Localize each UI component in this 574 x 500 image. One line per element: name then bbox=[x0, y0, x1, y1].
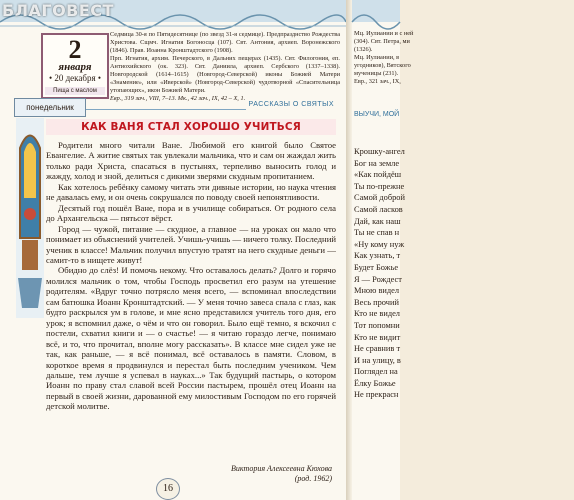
story-paragraph: Как хотелось ребёнку самому читать эти дивные истории, но наука чтения не давалась ему, и он очень сокрушался по поводу своей непонятливости. bbox=[46, 181, 336, 203]
poem-line: Тот попомни bbox=[354, 320, 400, 330]
date-month: января bbox=[58, 61, 92, 73]
poem-line: Не сравнив т bbox=[354, 344, 401, 354]
page-number: 16 bbox=[156, 478, 180, 500]
story-body bbox=[46, 140, 336, 412]
calendar-date bbox=[41, 33, 109, 99]
saints-text: Седмица 30-я по Пятидесятнице (по звезд 31-я седмице). Предпразднство Рождества Христова. Сщмч. Игнатия Богоносца (107). Свт. Антония, архиеп. Воронежского (1846). Прав. Иоанна Кронштадтского (1908). bbox=[110, 31, 340, 54]
story-title: КАК ВАНЯ СТАЛ ХОРОШО УЧИТЬСЯ bbox=[46, 119, 336, 135]
date-old-style: • 20 декабря • bbox=[48, 73, 102, 83]
story-paragraph: Десятый год пошёл Ване, пора и в училище собираться. От родного села до Архангельска — пятьсот вёрст. bbox=[46, 202, 336, 224]
day-header bbox=[14, 98, 334, 116]
poem-line: Как узнать, т bbox=[354, 251, 401, 261]
poem-line: Бог на земле bbox=[354, 158, 400, 168]
author-name: Виктория Алексеевна Кюхова bbox=[231, 464, 332, 473]
fasting-note: Пища с маслом bbox=[45, 87, 105, 95]
poem-line: Я — Рождест bbox=[354, 274, 402, 284]
poem-line: Дай, как наш bbox=[354, 216, 401, 226]
story-paragraph: Обидно до слёз! И помочь некому. Что оставалось делать? Долго и горячо молился мальчик о том, чтобы Господь просветил его разум на утешение родителям. «Вдруг точно потрясло меня всего, — вспоминал впоследствии сам батюшка Иоанн Кронштадтский. — У меня точно завеса спала с глаз, как будто раскрылся ум в голове, и мне ясно представился учитель того дня, его урок; я вспомнил даже, о чём и что он говорил. Было ещё темно, я вскочил с постели, схватил книги и — о счастье! — я читаю гораздо легче, понимаю всё, и то, что прочитал, вполне могу рассказать». В классе мне сидел уже не так, как раньше, — я всё понимал, всё оставалось в памяти. Словом, в короткое время я продвинулся и перестал быть последним учеником. Чем дальше, тем лучше я успевал в науках...» Так будущий пастырь, о котором Иоанн по праву стал славой всей России пастырем, прошёл отец Иоанн на первый в своей жизни, дарованной ему милостивым Господом по его горячей детской молитве. bbox=[46, 265, 336, 412]
right-page-saints bbox=[354, 30, 554, 86]
right-page-line: (1326). bbox=[354, 46, 373, 53]
story-paragraph: Родители много читали Ване. Любимой его книгой было Святое Евангелие. А житие святых так увлекали мальчика, что и сам он жаждал жить только ради Христа, спасаться в пустынях, терпеливо выносить голод и жажду, холод и зной, делиться с дикими зверями скудным пропитанием. bbox=[46, 140, 336, 182]
poem-line: Будет Божье bbox=[354, 262, 399, 272]
author-signature bbox=[231, 464, 332, 484]
poem-line: Самой ласков bbox=[354, 204, 403, 214]
right-page-line: угодников), Вятского bbox=[354, 62, 411, 69]
poem-line: Поглядел на bbox=[354, 367, 398, 377]
poem-line: Ёлку Божье bbox=[354, 378, 396, 388]
poem-line: Самой доброй bbox=[354, 193, 405, 203]
poem bbox=[354, 146, 574, 401]
poem-line: «Ну кому нуж bbox=[354, 239, 405, 249]
weekday-label: понедельник bbox=[14, 98, 86, 117]
right-page-line: (304). Свт. Петра, ми bbox=[354, 38, 410, 45]
church-window-ornament-icon bbox=[10, 118, 50, 318]
saints-of-the-day bbox=[110, 31, 340, 103]
poem-line: И на улицу, в bbox=[354, 355, 401, 365]
header-divider bbox=[86, 109, 246, 110]
section-label: РАССКАЗЫ О СВЯТЫХ bbox=[248, 101, 334, 108]
poem-line: Ты не спав н bbox=[354, 228, 400, 238]
right-page-line: мученицы (231). bbox=[354, 70, 399, 77]
poem-line: «Как пойдёш bbox=[354, 170, 402, 180]
right-page-section: ВЫУЧИ, МОЙ bbox=[354, 111, 400, 118]
date-day: 2 bbox=[68, 35, 82, 64]
poem-line: Кто не видел bbox=[354, 309, 400, 319]
poem-line: Не прекрасн bbox=[354, 390, 399, 400]
poem-line: Кто не видит bbox=[354, 332, 401, 342]
right-page bbox=[352, 0, 414, 500]
story-paragraph: Город — чужой, питание — скудное, а главное — на уроках он мало что понимает из объяснений учителей. Учишь-учишь — ничего толку. Последний ученик в классе! Мальчик получил впустую тратят на него скудные деньги — самит-то в нищете живут! bbox=[46, 223, 336, 265]
poem-line: Мною видел bbox=[354, 286, 400, 296]
poem-line: Крошку-ангел bbox=[354, 147, 405, 156]
poem-line: Весь прочий bbox=[354, 297, 399, 307]
right-page-line: Мц. Иулиании, в bbox=[354, 54, 400, 61]
top-ornament bbox=[352, 0, 400, 30]
readings: Евр., 319 зач., VIII, 7–13. Мк., 42 зач., IX, 42 – X, 1. bbox=[110, 95, 246, 102]
right-page-line: Мц. Иулиании и с ней bbox=[354, 30, 414, 37]
saints-text: Прп. Игнатия, архим. Печерского, в Дальних пещерах (1435). Свт. Филогония, еп. Антиохийского (ок. 323). Свт. Даниила, архиеп. Сербского (1337–1338). Новгородской (1614–1615) (Новгород-Северской) иконы Божией Матери «Знамение», или «Иверской» (Новгород-Северской) чудотворной «Спасительница утопающих», икон Божией Матери. bbox=[110, 55, 340, 94]
watermark: БЛАГОВЕСТ bbox=[2, 1, 114, 20]
poem-line: Ты по-прежне bbox=[354, 181, 405, 191]
right-page-line: Евр., 321 зач., IX, bbox=[354, 78, 401, 85]
author-years: (род. 1962) bbox=[294, 474, 332, 483]
